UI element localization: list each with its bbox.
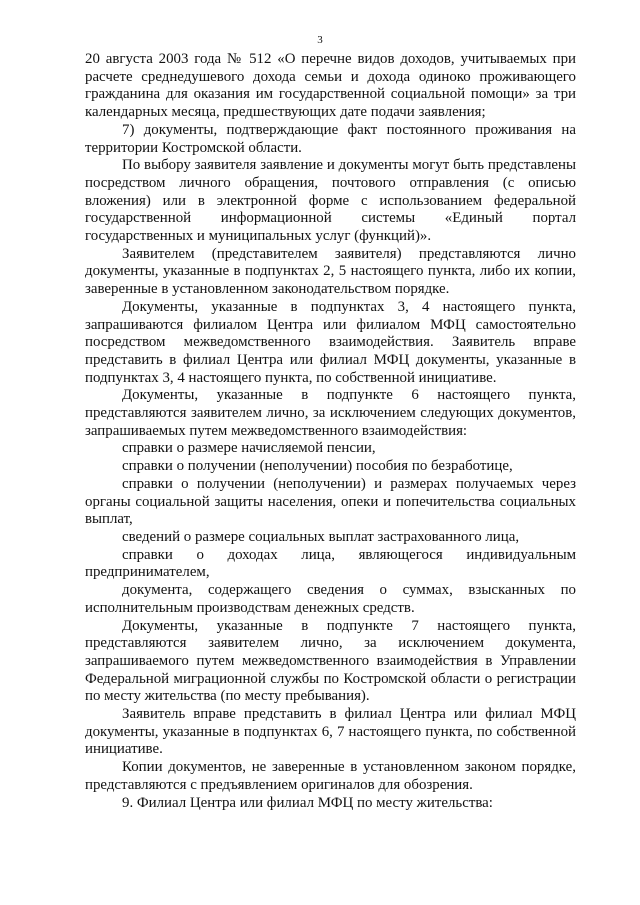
list-item-insured-person: сведений о размере социальных выплат застрахованного лица, [122,528,520,545]
list-item-unemployment: справки о получении (неполучении) пособия по безработице, [122,458,513,475]
paragraph-copies-originals: Копии документов, не заверенные в установленном законом порядке, представляются с предъявлением оригиналов для обозрения. [85,759,576,793]
paragraph-documents-3-4: Документы, указанные в подпунктах 3, 4 настоящего пункта, запрашиваются филиалом Центра или филиалом МФЦ самостоятельно посредством межведомственного взаимодействия. Заявитель вправе представить в филиал Центра или филиал МФЦ документы, указанные в подпунктах 3, 4 настоящего пункта, по собственной инициативе. [85,298,576,386]
paragraph-documents-6-7-initiative: Заявитель вправе представить в филиал Центра или филиал МФЦ документы, указанные в подпунктах 6, 7 настоящего пункта, по собственной инициативе. [85,706,576,758]
paragraph-documents-6: Документы, указанные в подпункте 6 настоящего пункта, представляются заявителем лично, за исключением следующих документов, запрашиваемых путем межведомственного взаимодействия: [85,387,576,439]
document-body [85,51,576,812]
paragraph-documents-7: Документы, указанные в подпункте 7 настоящего пункта, представляются заявителем лично, за исключением документа, запрашиваемого путем межведомственного взаимодействия в Управлении Федеральной миграционной службы по Костромской области о регистрации по месту жительства (по месту пребывания). [85,617,576,705]
paragraph-submission-methods: По выбору заявителя заявление и документы могут быть представлены посредством личного обращения, почтового отправления (с описью вложения) или в электронной форме с использованием федеральной государственной информационной системы «Единый портал государственных и муниципальных услуг (функций)». [85,157,576,245]
list-item-social-payments: справки о получении (неполучении) и размерах получаемых через органы социальной защиты населения, опеки и попечительства социальных выплат, [85,475,576,528]
paragraph-item-7-residence: 7) документы, подтверждающие факт постоянного проживания на территории Костромской области. [85,121,576,156]
list-item-enforcement-proceedings: документа, содержащего сведения о суммах, взысканных по исполнительным производствам денежных средств. [85,582,576,616]
paragraph-income-decree: 20 августа 2003 года № 512 «О перечне видов доходов, учитываемых при расчете среднедушевого дохода семьи и дохода одиноко проживающего гражданина для оказания им государственной социальной помощи» за три календарных месяца, предшествующих дате подачи заявления; [85,51,576,121]
list-item-pension: справки о размере начисляемой пенсии, [122,440,376,457]
paragraph-item-9: 9. Филиал Центра или филиал МФЦ по месту жительства: [122,794,493,811]
list-item-entrepreneur-income: справки о доходах лица, являющегося индивидуальным предпринимателем, [85,546,576,581]
paragraph-applicant-documents: Заявителем (представителем заявителя) представляются лично документы, указанные в подпунктах 2, 5 настоящего пункта, либо их копии, заверенные в установленном законодательством порядке. [85,245,576,298]
page-number: 3 [317,34,323,46]
